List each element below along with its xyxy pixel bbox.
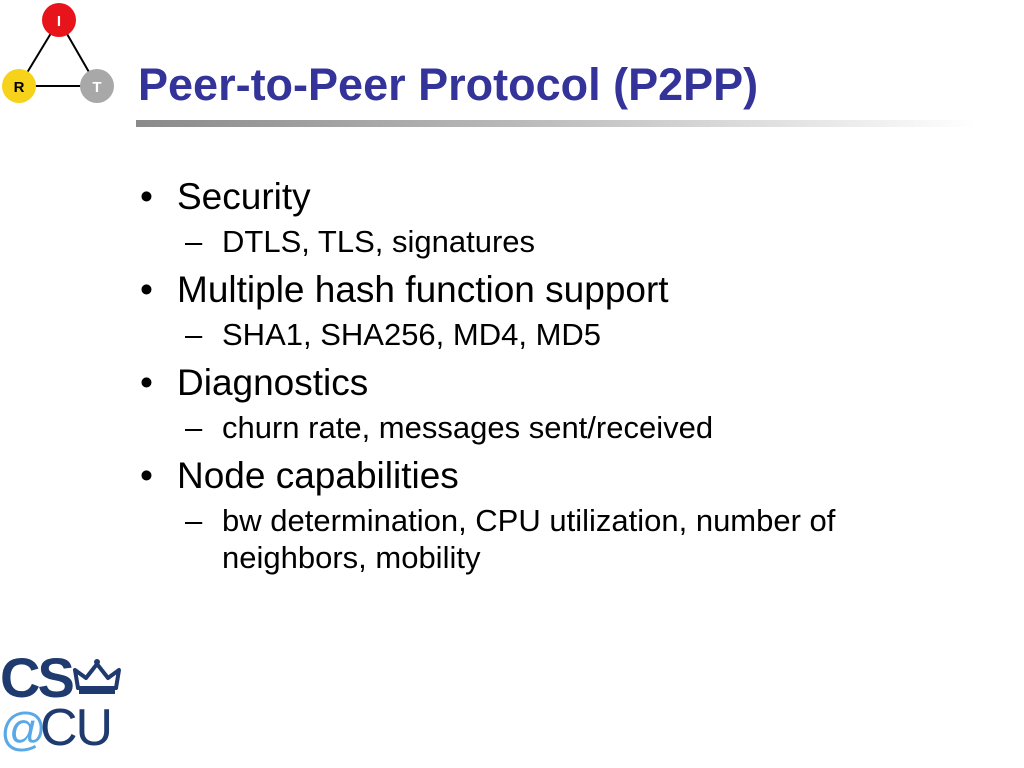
bullet-text: Multiple hash function support (177, 269, 669, 310)
node-t-label: T (92, 79, 102, 96)
cs-logo-text: CS (0, 646, 72, 709)
sub-bullet-text: DTLS, TLS, signatures (222, 224, 536, 259)
cu-logo-text: CU (40, 699, 112, 757)
bullet-item (140, 175, 920, 219)
bullet-mark: • (140, 269, 153, 310)
sub-bullet-mark: – (185, 224, 203, 259)
at-sign-text: @ (0, 703, 47, 755)
sub-bullet-text: SHA1, SHA256, MD4, MD5 (222, 317, 602, 352)
sub-bullet-mark: – (185, 317, 203, 352)
bullet-item (140, 268, 920, 312)
slide-title: Peer-to-Peer Protocol (P2PP) (138, 59, 759, 110)
bullet-text: Node capabilities (177, 455, 459, 496)
node-r-label: R (13, 79, 25, 96)
bullet-text: Diagnostics (177, 362, 369, 403)
sub-bullet-mark: – (185, 503, 203, 538)
bullet-mark: • (140, 176, 153, 217)
sub-bullet-item (185, 409, 920, 446)
bullet-item (140, 454, 920, 498)
sub-bullet-mark: – (185, 410, 203, 445)
bullet-list (140, 175, 920, 584)
bullet-item (140, 361, 920, 405)
node-i-label: I (56, 13, 62, 30)
sub-bullet-text: churn rate, messages sent/received (222, 410, 714, 445)
bullet-mark: • (140, 362, 153, 403)
sub-bullet-text: bw determination, CPU utilization, number of neighbors, mobility (222, 503, 836, 575)
sub-bullet-item (185, 223, 920, 260)
sub-bullet-item (185, 316, 920, 353)
sub-bullet-item (185, 502, 920, 576)
bullet-text: Security (177, 176, 311, 217)
bullet-mark: • (140, 455, 153, 496)
title-underline-bar (136, 120, 976, 127)
irt-triangle-logo (0, 0, 120, 110)
crown-icon (72, 658, 122, 698)
